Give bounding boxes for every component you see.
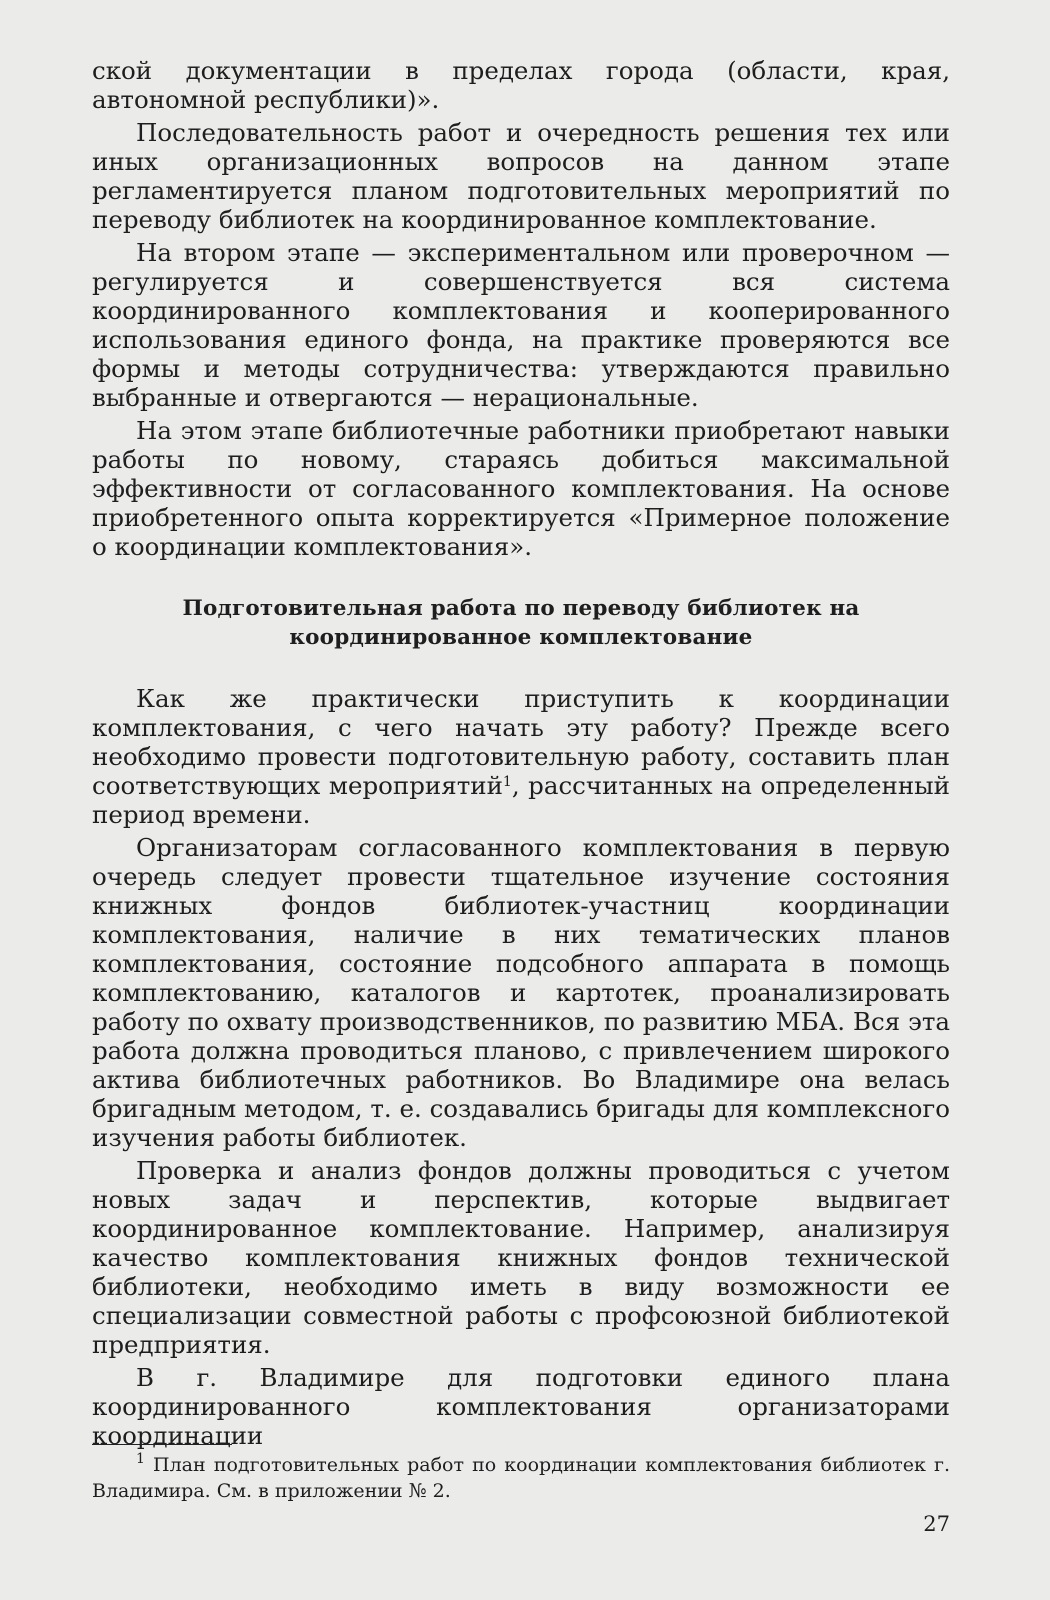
paragraph: В г. Владимире для подготовки единого плана координированного комплектования организаторами координации bbox=[92, 1363, 950, 1450]
paragraph-text: , рассчитанных на определенный период времени. bbox=[92, 771, 950, 829]
footnote-mark: 1 bbox=[136, 1451, 145, 1467]
paragraph: На этом этапе библиотечные работники приобретают навыки работы по новому, стараясь добиться максимальной эффективности от согласованного комплектования. На основе приобретенного опыта корректируется «Примерное положение о координации комплектования». bbox=[92, 416, 950, 561]
page-number: 27 bbox=[923, 1512, 950, 1536]
paragraph bbox=[92, 684, 950, 829]
body-text-top bbox=[92, 56, 950, 561]
section-heading-line: координированное комплектование bbox=[289, 625, 753, 650]
paragraph-continuation: ской документации в пределах города (области, края, автономной республики)». bbox=[92, 56, 950, 114]
section-heading bbox=[92, 594, 950, 652]
footnote-reference: 1 bbox=[502, 774, 512, 790]
footnote-text: План подготовительных работ по координации комплектования библиотек г. Владимира. См. в приложении № 2. bbox=[92, 1454, 951, 1502]
paragraph-text: Как же практически приступить к координации комплектования, с чего начать эту работу? Прежде всего необходимо провести подготовительную работу, составить план соответствующих мероприятий bbox=[92, 684, 950, 800]
paragraph: Организаторам согласованного комплектования в первую очередь следует провести тщательное изучение состояния книжных фондов библиотек-участниц координации комплектования, наличие в них тематических планов комплектования, состояние подсобного аппарата в помощь комплектованию, каталогов и картотек, проанализировать работу по охвату производственников, по развитию МБА. Вся эта работа должна проводиться планово, с привлечением широкого актива библиотечных работников. Во Владимире она велась бригадным методом, т. е. создавались бригады для комплексного изучения работы библиотек. bbox=[92, 833, 950, 1152]
paragraph: На втором этапе — экспериментальном или проверочном — регулируется и совершенствуется вся система координированного комплектования и кооперированного использования единого фонда, на практике проверяются все формы и методы сотрудничества: утверждаются правильно выбранные и отвергаются — нерациональные. bbox=[92, 238, 950, 412]
footnote-divider bbox=[92, 1444, 232, 1445]
body-text-bottom bbox=[92, 684, 950, 1450]
footnote bbox=[92, 1452, 950, 1504]
paragraph: Последовательность работ и очередность решения тех или иных организационных вопросов на данном этапе регламентируется планом подготовительных мероприятий по переводу библиотек на координированное комплектование. bbox=[92, 118, 950, 234]
section-heading-line: Подготовительная работа по переводу библиотек на bbox=[182, 596, 860, 621]
paragraph: Проверка и анализ фондов должны проводиться с учетом новых задач и перспектив, которые выдвигает координированное комплектование. Например, анализируя качество комплектования книжных фондов технической библиотеки, необходимо иметь в виду возможности ее специализации совместной работы с профсоюзной библиотекой предприятия. bbox=[92, 1156, 950, 1359]
